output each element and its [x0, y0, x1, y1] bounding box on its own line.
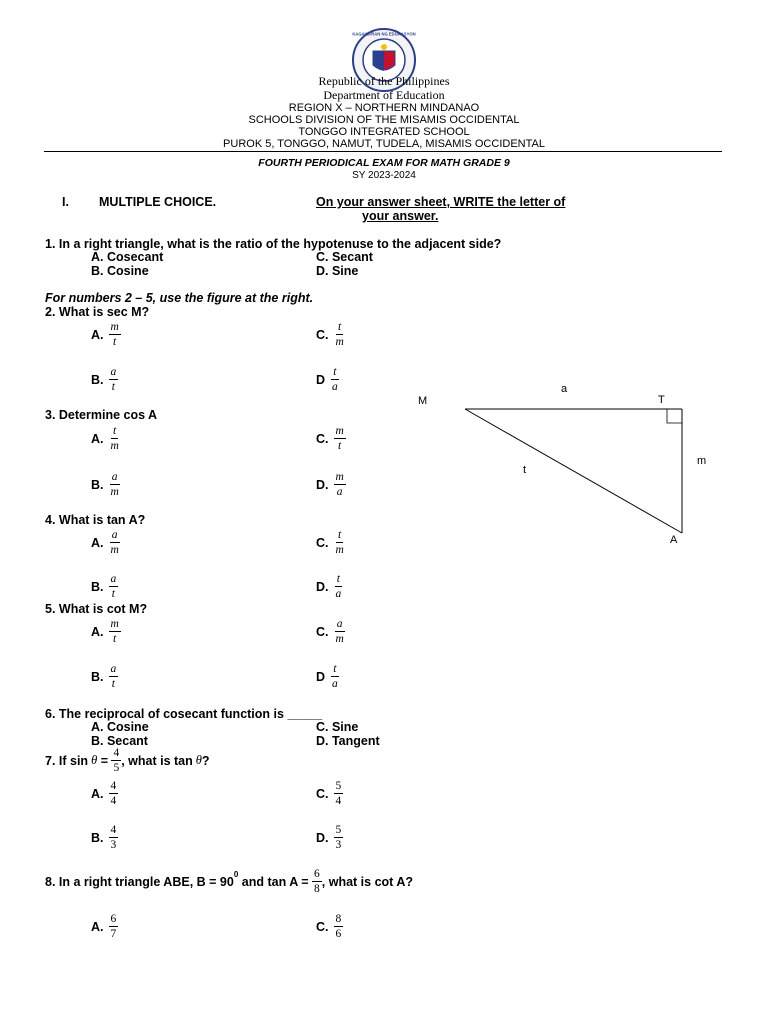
q3-option-d: [316, 471, 346, 498]
q2-option-c-fraction: [334, 321, 346, 348]
q2-option-a-fraction: [109, 321, 121, 348]
q2-option-d-fraction: [330, 366, 340, 393]
q4-option-c: [316, 529, 346, 556]
q4-option-c-num: t: [338, 529, 342, 541]
vertex-m-label: M: [418, 395, 428, 407]
q5-option-a-fraction: [109, 618, 121, 645]
vertex-a-label: A: [670, 534, 678, 546]
q6-question: [45, 707, 322, 721]
section-number: I.: [62, 195, 69, 209]
q4-option-d-num: t: [336, 573, 340, 585]
q5-option-d-den: a: [332, 678, 338, 690]
side-m-label: m: [697, 455, 707, 467]
q4-option-b-num: a: [110, 573, 117, 585]
q7-option-a-num: 4: [110, 780, 117, 792]
q7-option-b-fraction: [109, 824, 119, 851]
q5-text: 5. What is cot M?: [45, 602, 148, 616]
q1-text: 1. In a right triangle, what is the ratio of the hypotenuse to the adjacent side?: [45, 237, 502, 251]
q4-option-a-label: A.: [91, 535, 104, 550]
q7-option-a: [91, 780, 118, 807]
q3-option-b-label: B.: [91, 477, 104, 492]
q7-option-c-fraction: [334, 780, 344, 807]
q3-option-d-num: m: [335, 471, 344, 483]
q7-option-a-den: 4: [110, 795, 117, 807]
q4-option-a: [91, 529, 121, 556]
q4-option-a-fraction: [109, 529, 121, 556]
q5-option-d: [316, 663, 340, 690]
q2-option-b: [91, 366, 118, 393]
q8-suffix: , what is cot A?: [321, 874, 413, 889]
q4-option-d-label: D.: [316, 579, 329, 594]
q7-option-a-fraction: [109, 780, 119, 807]
q3-option-c-num: m: [335, 425, 344, 437]
school-year: SY 2023-2024: [352, 170, 416, 181]
q4-option-a-den: m: [110, 544, 119, 556]
q8-option-c-num: 8: [335, 913, 342, 925]
q4-option-b-label: B.: [91, 579, 104, 594]
q7-option-d-label: D.: [316, 830, 329, 845]
section-instruction-2: your answer.: [362, 209, 439, 223]
q8-option-c-label: C.: [316, 919, 329, 934]
q3-option-c-label: C.: [316, 431, 329, 446]
q2-text: 2. What is sec M?: [45, 305, 150, 319]
triangle-figure: [410, 375, 720, 555]
svg-text:KAGAWARAN NG EDUKASYON: KAGAWARAN NG EDUKASYON: [352, 31, 416, 37]
q8-option-a-num: 6: [110, 913, 117, 925]
q5-option-d-label: D: [316, 669, 326, 684]
q7-option-b-label: B.: [91, 830, 104, 845]
q7-option-b-den: 3: [110, 839, 117, 851]
q4-option-d-fraction: [334, 573, 344, 600]
q2-option-a: [91, 321, 121, 348]
q5-option-c-label: C.: [316, 624, 329, 639]
q4-option-a-num: a: [111, 529, 118, 541]
side-a-label: a: [561, 383, 568, 395]
q2-option-b-fraction: [109, 366, 119, 393]
q7-option-b-num: 4: [110, 824, 117, 836]
side-ma: [465, 409, 682, 533]
q3-option-a-den: m: [110, 440, 119, 452]
q8-option-c-fraction: [334, 913, 344, 940]
q8-mid: and tan A =: [238, 874, 313, 889]
q5-option-a-label: A.: [91, 624, 104, 639]
q2-option-a-den: t: [113, 336, 117, 348]
q8-option-a-fraction: [109, 913, 119, 940]
q1-option-b: B. Cosine: [91, 264, 149, 278]
region-line: REGION X – NORTHERN MINDANAO: [288, 102, 480, 114]
q7-option-c-den: 4: [335, 795, 342, 807]
side-t-label: t: [523, 464, 527, 476]
q6-option-c: C. Sine: [316, 720, 359, 734]
q7-theta-2: θ: [195, 753, 202, 767]
section-title: MULTIPLE CHOICE.: [99, 195, 217, 209]
q7-option-c-num: 5: [335, 780, 342, 792]
q5-option-b-fraction: [109, 663, 119, 690]
q5-option-d-num: t: [333, 663, 337, 675]
q4-option-c-label: C.: [316, 535, 329, 550]
q2-option-d-num: t: [333, 366, 337, 378]
q8-num: 6: [314, 868, 320, 880]
q7-den: 5: [113, 762, 120, 774]
q7-option-c-label: C.: [316, 786, 329, 801]
q3-option-d-fraction: [334, 471, 346, 498]
q3-text: 3. Determine cos A: [45, 408, 158, 422]
right-angle-marker: [667, 409, 682, 423]
q5-option-c-den: m: [335, 633, 344, 645]
q7-option-b: [91, 824, 118, 851]
q3-option-c: [316, 425, 346, 452]
q4-option-d-den: a: [335, 588, 342, 600]
q5-option-a-num: m: [110, 618, 119, 630]
q2-option-c-den: m: [335, 336, 344, 348]
q8-question: [45, 868, 413, 895]
q5-option-b-den: t: [111, 678, 115, 690]
q7-suffix: , what is tan: [121, 753, 193, 768]
republic-line: Republic of the Philippines: [318, 74, 450, 88]
q1-option-d: D. Sine: [316, 264, 359, 278]
q7-end: ?: [201, 753, 210, 768]
q7-option-a-label: A.: [91, 786, 104, 801]
q3-option-a-num: t: [113, 425, 117, 437]
q2-option-d-den: a: [332, 381, 338, 393]
q3-option-b-num: a: [111, 471, 118, 483]
q6-option-d: D. Tangent: [316, 734, 380, 748]
q3-option-d-den: a: [336, 486, 343, 498]
section-instruction-1: On your answer sheet, WRITE the letter of: [316, 195, 566, 209]
q6-option-b: B. Secant: [91, 734, 148, 748]
q5-option-b: [91, 663, 118, 690]
q7-theta: θ: [91, 753, 98, 767]
q8-option-c: [316, 913, 343, 940]
q4-option-c-fraction: [334, 529, 346, 556]
exam-title: FOURTH PERIODICAL EXAM FOR MATH GRADE 9: [258, 157, 510, 169]
q8-option-a: [91, 913, 118, 940]
q6-blank: _____: [287, 707, 323, 721]
q5-option-b-label: B.: [91, 669, 104, 684]
q7-equals: =: [97, 753, 112, 768]
q5-option-c-num: a: [336, 618, 343, 630]
address-line: PUROK 5, TONGGO, NAMUT, TUDELA, MISAMIS OCCIDENTAL: [223, 138, 545, 150]
q3-option-b: [91, 471, 121, 498]
q4-option-d: [316, 573, 343, 600]
q5-option-c-fraction: [334, 618, 346, 645]
q2-option-b-num: a: [110, 366, 117, 378]
vertex-t-label: T: [658, 394, 665, 406]
q4-option-b-den: t: [111, 588, 115, 600]
q8-fraction: [312, 868, 322, 895]
q7-option-d: [316, 824, 343, 851]
q5-option-a: [91, 618, 121, 645]
figure-note: For numbers 2 – 5, use the figure at the right.: [45, 291, 314, 305]
q6-text: 6. The reciprocal of cosecant function is: [45, 707, 284, 721]
triangle-svg: [410, 375, 720, 555]
q8-option-a-label: A.: [91, 919, 104, 934]
q7-fraction: [111, 747, 121, 774]
q5-option-a-den: t: [113, 633, 117, 645]
q8-prefix: 8. In a right triangle ABE, B = 90: [45, 874, 234, 889]
q3-option-b-fraction: [109, 471, 121, 498]
q2-option-b-den: t: [111, 381, 115, 393]
q7-option-d-den: 3: [335, 839, 342, 851]
q2-option-c-num: t: [338, 321, 342, 333]
q2-option-c-label: C.: [316, 327, 329, 342]
q8-option-a-den: 7: [110, 928, 117, 940]
q3-option-a: [91, 425, 121, 452]
q3-option-d-label: D.: [316, 477, 329, 492]
q2-option-d: [316, 366, 340, 393]
q5-option-b-num: a: [110, 663, 117, 675]
q4-option-b: [91, 573, 118, 600]
division-line: SCHOOLS DIVISION OF THE MISAMIS OCCIDENTAL: [248, 114, 520, 126]
q7-prefix: 7. If sin: [45, 753, 89, 768]
q7-num: 4: [113, 747, 120, 759]
q3-option-a-label: A.: [91, 431, 104, 446]
q3-option-a-fraction: [109, 425, 121, 452]
q3-option-c-den: t: [338, 440, 342, 452]
q2-option-b-label: B.: [91, 372, 104, 387]
q1-option-a: A. Cosecant: [91, 250, 164, 264]
q8-option-c-den: 6: [335, 928, 342, 940]
header-divider: [44, 151, 722, 152]
q8-degree: 0: [233, 870, 239, 879]
q2-option-a-num: m: [110, 321, 119, 333]
q5-option-c: [316, 618, 346, 645]
school-line: TONGGO INTEGRATED SCHOOL: [298, 126, 470, 138]
q3-option-c-fraction: [334, 425, 346, 452]
department-line: Department of Education: [323, 88, 445, 102]
q6-option-a: A. Cosine: [91, 720, 149, 734]
q4-option-c-den: m: [335, 544, 344, 556]
q3-option-b-den: m: [110, 486, 119, 498]
q4-text: 4. What is tan A?: [45, 513, 146, 527]
q7-option-c: [316, 780, 343, 807]
q8-den: 8: [314, 883, 320, 895]
q7-question: [45, 747, 210, 774]
q4-option-b-fraction: [109, 573, 119, 600]
q2-option-a-label: A.: [91, 327, 104, 342]
q1-option-c: C. Secant: [316, 250, 373, 264]
q7-option-d-fraction: [334, 824, 344, 851]
q2-option-c: [316, 321, 346, 348]
q2-option-d-label: D: [316, 372, 326, 387]
q7-option-d-num: 5: [335, 824, 342, 836]
q5-option-d-fraction: [330, 663, 340, 690]
